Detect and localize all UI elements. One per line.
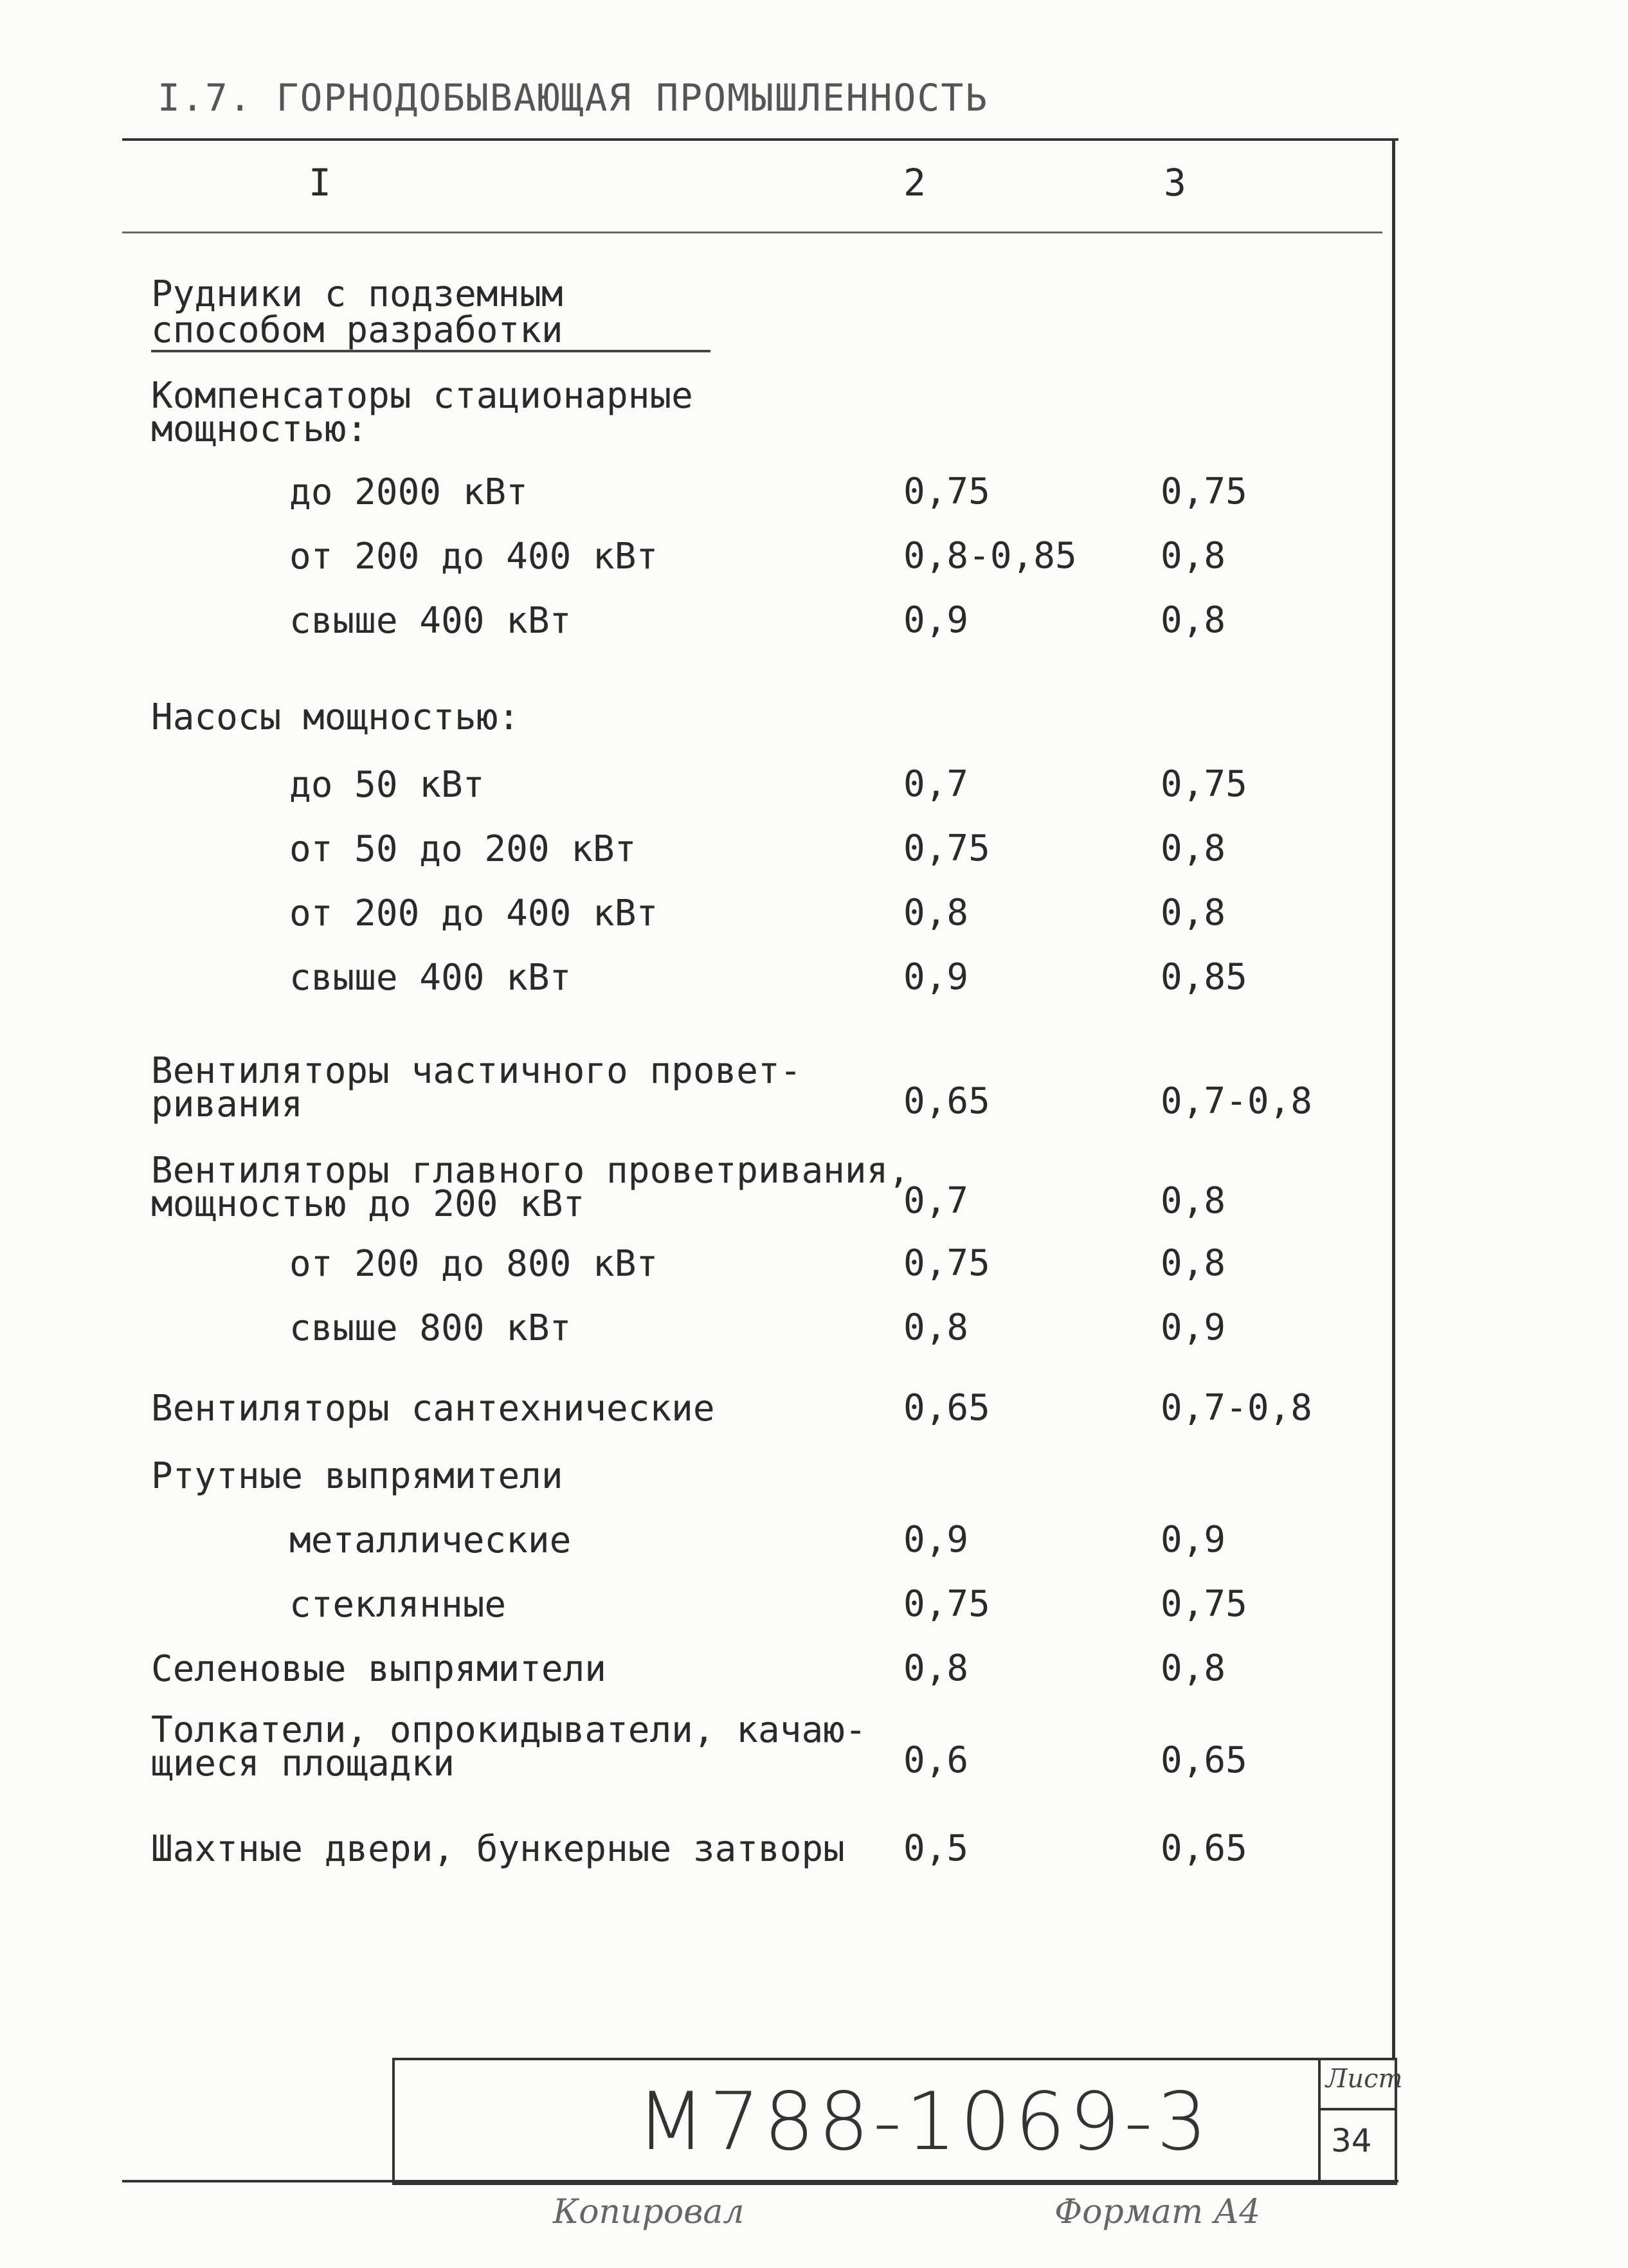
value-col-2: 0,8-0,85 bbox=[903, 535, 1077, 577]
sheet-number: 34 bbox=[1331, 2122, 1372, 2159]
value-col-2: 0,75 bbox=[903, 1242, 990, 1284]
row-label-line-2: ривания bbox=[151, 1084, 303, 1125]
row-label-line-1: до 50 кВт bbox=[289, 764, 485, 806]
row-label-line-1: Компенсаторы стационарные bbox=[151, 375, 693, 417]
column-header-3: 3 bbox=[1164, 161, 1186, 204]
row-label-line-1: Шахтные двери, бункерные затворы bbox=[151, 1828, 845, 1870]
value-col-2: 0,7 bbox=[903, 1180, 969, 1222]
row-label bbox=[151, 1388, 715, 1429]
value-col-2: 0,65 bbox=[903, 1080, 990, 1122]
row-label-line-1: Вентиляторы главного проветривания, bbox=[151, 1150, 910, 1192]
value-col-3: 0,75 bbox=[1161, 763, 1247, 805]
row-label-line-1: Ртутные выпрямители bbox=[151, 1455, 563, 1497]
value-col-2: 0,75 bbox=[903, 471, 990, 513]
value-col-3: 0,75 bbox=[1161, 471, 1247, 513]
value-col-2: 0,8 bbox=[903, 1307, 969, 1348]
page-title: I.7. ГОРНОДОБЫВАЮЩАЯ ПРОМЫШЛЕННОСТЬ bbox=[158, 76, 989, 120]
row-label bbox=[289, 893, 658, 934]
row-label bbox=[289, 471, 528, 513]
value-col-2: 0,75 bbox=[903, 1583, 990, 1625]
row-label-line-1: Вентиляторы сантехнические bbox=[151, 1388, 715, 1429]
row-label bbox=[151, 1150, 910, 1225]
value-col-2: 0,9 bbox=[903, 956, 969, 998]
row-label bbox=[151, 696, 520, 738]
row-label bbox=[289, 1520, 572, 1561]
row-label-line-1: до 2000 кВт bbox=[289, 471, 528, 513]
row-label-line-1: Вентиляторы частичного провет- bbox=[151, 1050, 802, 1092]
row-label bbox=[289, 828, 637, 870]
value-col-3: 0,7-0,8 bbox=[1161, 1080, 1313, 1122]
row-label bbox=[151, 1828, 845, 1870]
sheet-divider bbox=[1318, 2108, 1395, 2110]
table-top-rule bbox=[122, 138, 1398, 141]
value-col-2: 0,5 bbox=[903, 1828, 969, 1869]
row-label-line-1: от 50 до 200 кВт bbox=[289, 828, 637, 870]
row-label bbox=[289, 1243, 658, 1285]
value-col-3: 0,9 bbox=[1161, 1519, 1226, 1561]
value-col-3: 0,65 bbox=[1161, 1828, 1247, 1869]
value-col-3: 0,75 bbox=[1161, 1583, 1247, 1625]
table-right-rule bbox=[1392, 138, 1395, 2058]
value-col-2: 0,8 bbox=[903, 1647, 969, 1689]
row-label bbox=[289, 1307, 572, 1349]
row-label-line-1: свыше 400 кВт bbox=[289, 600, 572, 642]
value-col-3: 0,9 bbox=[1161, 1307, 1226, 1348]
row-label-line-1: от 200 до 800 кВт bbox=[289, 1243, 658, 1285]
row-label-line-1: металлические bbox=[289, 1520, 572, 1561]
value-col-3: 0,8 bbox=[1161, 828, 1226, 869]
row-label bbox=[289, 957, 572, 999]
sheet-label: Лист bbox=[1326, 2064, 1403, 2094]
value-col-3: 0,8 bbox=[1161, 599, 1226, 641]
value-col-3: 0,85 bbox=[1161, 956, 1247, 998]
value-col-3: 0,8 bbox=[1161, 1242, 1226, 1284]
value-col-3: 0,8 bbox=[1161, 892, 1226, 934]
footer-copied: Копировал bbox=[553, 2193, 745, 2231]
row-label bbox=[151, 1050, 802, 1125]
value-col-3: 0,8 bbox=[1161, 1647, 1226, 1689]
row-label-line-1: Толкатели, опрокидыватели, качаю- bbox=[151, 1709, 867, 1751]
document-code: М788-1069-3 bbox=[637, 2076, 1211, 2168]
value-col-3: 0,8 bbox=[1161, 1180, 1226, 1222]
row-label-line-1: Селеновые выпрямители bbox=[151, 1648, 607, 1690]
row-label-line-1: от 200 до 400 кВт bbox=[289, 893, 658, 934]
row-label-line-2: щиеся площадки bbox=[151, 1743, 455, 1784]
row-label-line-1: свыше 800 кВт bbox=[289, 1307, 572, 1349]
value-col-2: 0,65 bbox=[903, 1387, 990, 1429]
row-label-line-1: Насосы мощностью: bbox=[151, 696, 520, 738]
row-label bbox=[151, 1455, 563, 1497]
row-label bbox=[289, 536, 658, 577]
bottom-rule bbox=[122, 2180, 1398, 2182]
value-col-3: 0,7-0,8 bbox=[1161, 1387, 1313, 1429]
row-label bbox=[151, 1709, 867, 1784]
row-label bbox=[289, 1584, 507, 1626]
header-rule bbox=[122, 231, 1382, 233]
section-heading: Рудники с подземным способом разработки bbox=[151, 277, 710, 352]
row-label bbox=[289, 600, 572, 642]
row-label-line-2: мощностью: bbox=[151, 408, 368, 450]
row-label-line-2: мощностью до 200 кВт bbox=[151, 1183, 585, 1225]
row-label bbox=[151, 375, 693, 450]
value-col-2: 0,8 bbox=[903, 892, 969, 934]
row-label-line-1: свыше 400 кВт bbox=[289, 957, 572, 999]
column-header-1: I bbox=[309, 161, 331, 204]
value-col-2: 0,7 bbox=[903, 763, 969, 805]
value-col-2: 0,9 bbox=[903, 1519, 969, 1561]
row-label-line-1: стеклянные bbox=[289, 1584, 507, 1626]
row-label bbox=[289, 764, 485, 806]
footer-format: Формат А4 bbox=[1054, 2193, 1261, 2231]
value-col-2: 0,75 bbox=[903, 828, 990, 869]
row-label-line-1: от 200 до 400 кВт bbox=[289, 536, 658, 577]
value-col-3: 0,8 bbox=[1161, 535, 1226, 577]
value-col-2: 0,6 bbox=[903, 1739, 969, 1781]
column-header-2: 2 bbox=[903, 161, 926, 204]
value-col-2: 0,9 bbox=[903, 599, 969, 641]
value-col-3: 0,65 bbox=[1161, 1739, 1247, 1781]
row-label bbox=[151, 1648, 607, 1690]
